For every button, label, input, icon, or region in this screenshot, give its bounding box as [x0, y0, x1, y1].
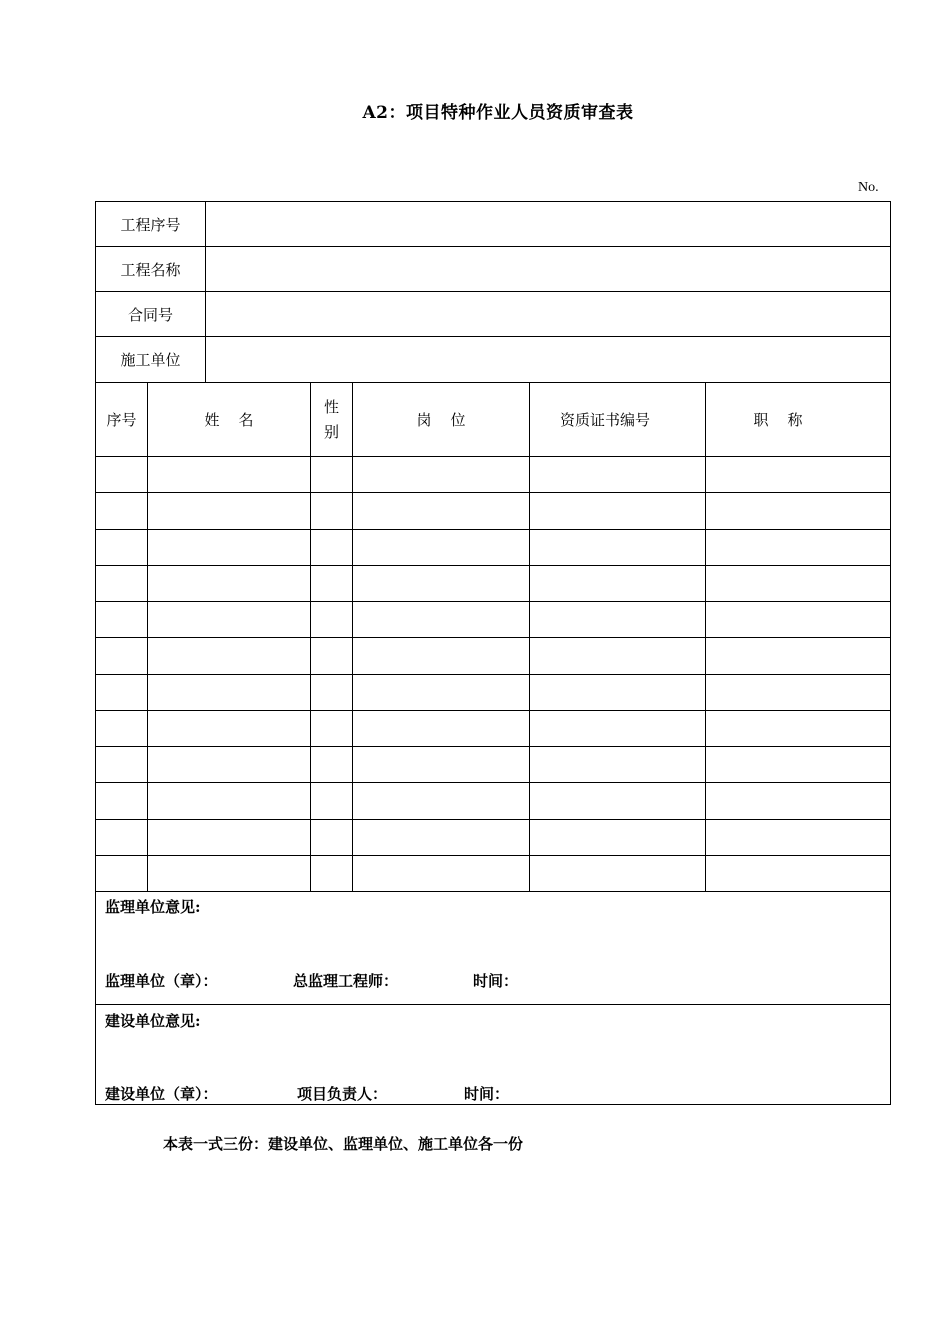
column-header-cert: 资质证书编号 [559, 411, 650, 429]
project-no-label: 工程序号 [120, 215, 181, 234]
supervision-time-label: 时间： [473, 972, 519, 990]
column-header-seq: 序号 [106, 411, 137, 429]
column-header-name [148, 383, 310, 456]
table-row [95, 601, 891, 602]
column-header-post [353, 383, 529, 456]
table-row [95, 456, 891, 457]
table-row [95, 746, 891, 747]
column-header-title [706, 383, 850, 456]
column-header-gender [311, 383, 352, 456]
table-row [95, 819, 891, 820]
table-row [95, 674, 891, 675]
construction-seal-label: 建设单位（章）： [105, 1085, 218, 1103]
table-bottom-border [95, 1104, 891, 1105]
table-row [95, 637, 891, 638]
table-row [95, 710, 891, 711]
table-row [95, 782, 891, 783]
table-row [95, 492, 891, 493]
column-header-name-text: 姓 名 [204, 411, 254, 429]
contract-no-field[interactable] [206, 292, 890, 336]
page-title: A2：项目特种作业人员资质审查表 [362, 103, 634, 123]
chief-engineer-label: 总监理工程师： [293, 972, 399, 990]
footer-note: 本表一式三份：建设单位、监理单位、施工单位各一份 [163, 1135, 524, 1153]
construction-section-top [95, 1004, 891, 1005]
column-header-post-text: 岗 位 [416, 411, 466, 429]
table-row [95, 565, 891, 566]
construction-time-label: 时间： [464, 1085, 510, 1103]
supervision-opinion-label: 监理单位意见: [105, 898, 201, 916]
table-row [95, 529, 891, 530]
column-header-title-text: 职 称 [753, 411, 803, 429]
project-no-field[interactable] [206, 202, 890, 246]
form-number-label: No. [858, 180, 879, 195]
project-name-label: 工程名称 [120, 260, 181, 279]
construction-unit-field[interactable] [206, 337, 890, 382]
project-name-field[interactable] [206, 247, 890, 291]
table-row [95, 855, 891, 856]
construction-unit-label: 施工单位 [120, 351, 181, 369]
supervision-seal-label: 监理单位（章）： [105, 972, 218, 990]
column-header-gender-char-1: 性 [323, 397, 339, 416]
supervision-section-top [95, 891, 891, 892]
contract-no-label: 合同号 [127, 305, 173, 324]
construction-opinion-label: 建设单位意见: [105, 1012, 201, 1030]
column-header-gender-char-2: 别 [323, 422, 339, 441]
project-manager-label: 项目负责人： [297, 1085, 388, 1103]
